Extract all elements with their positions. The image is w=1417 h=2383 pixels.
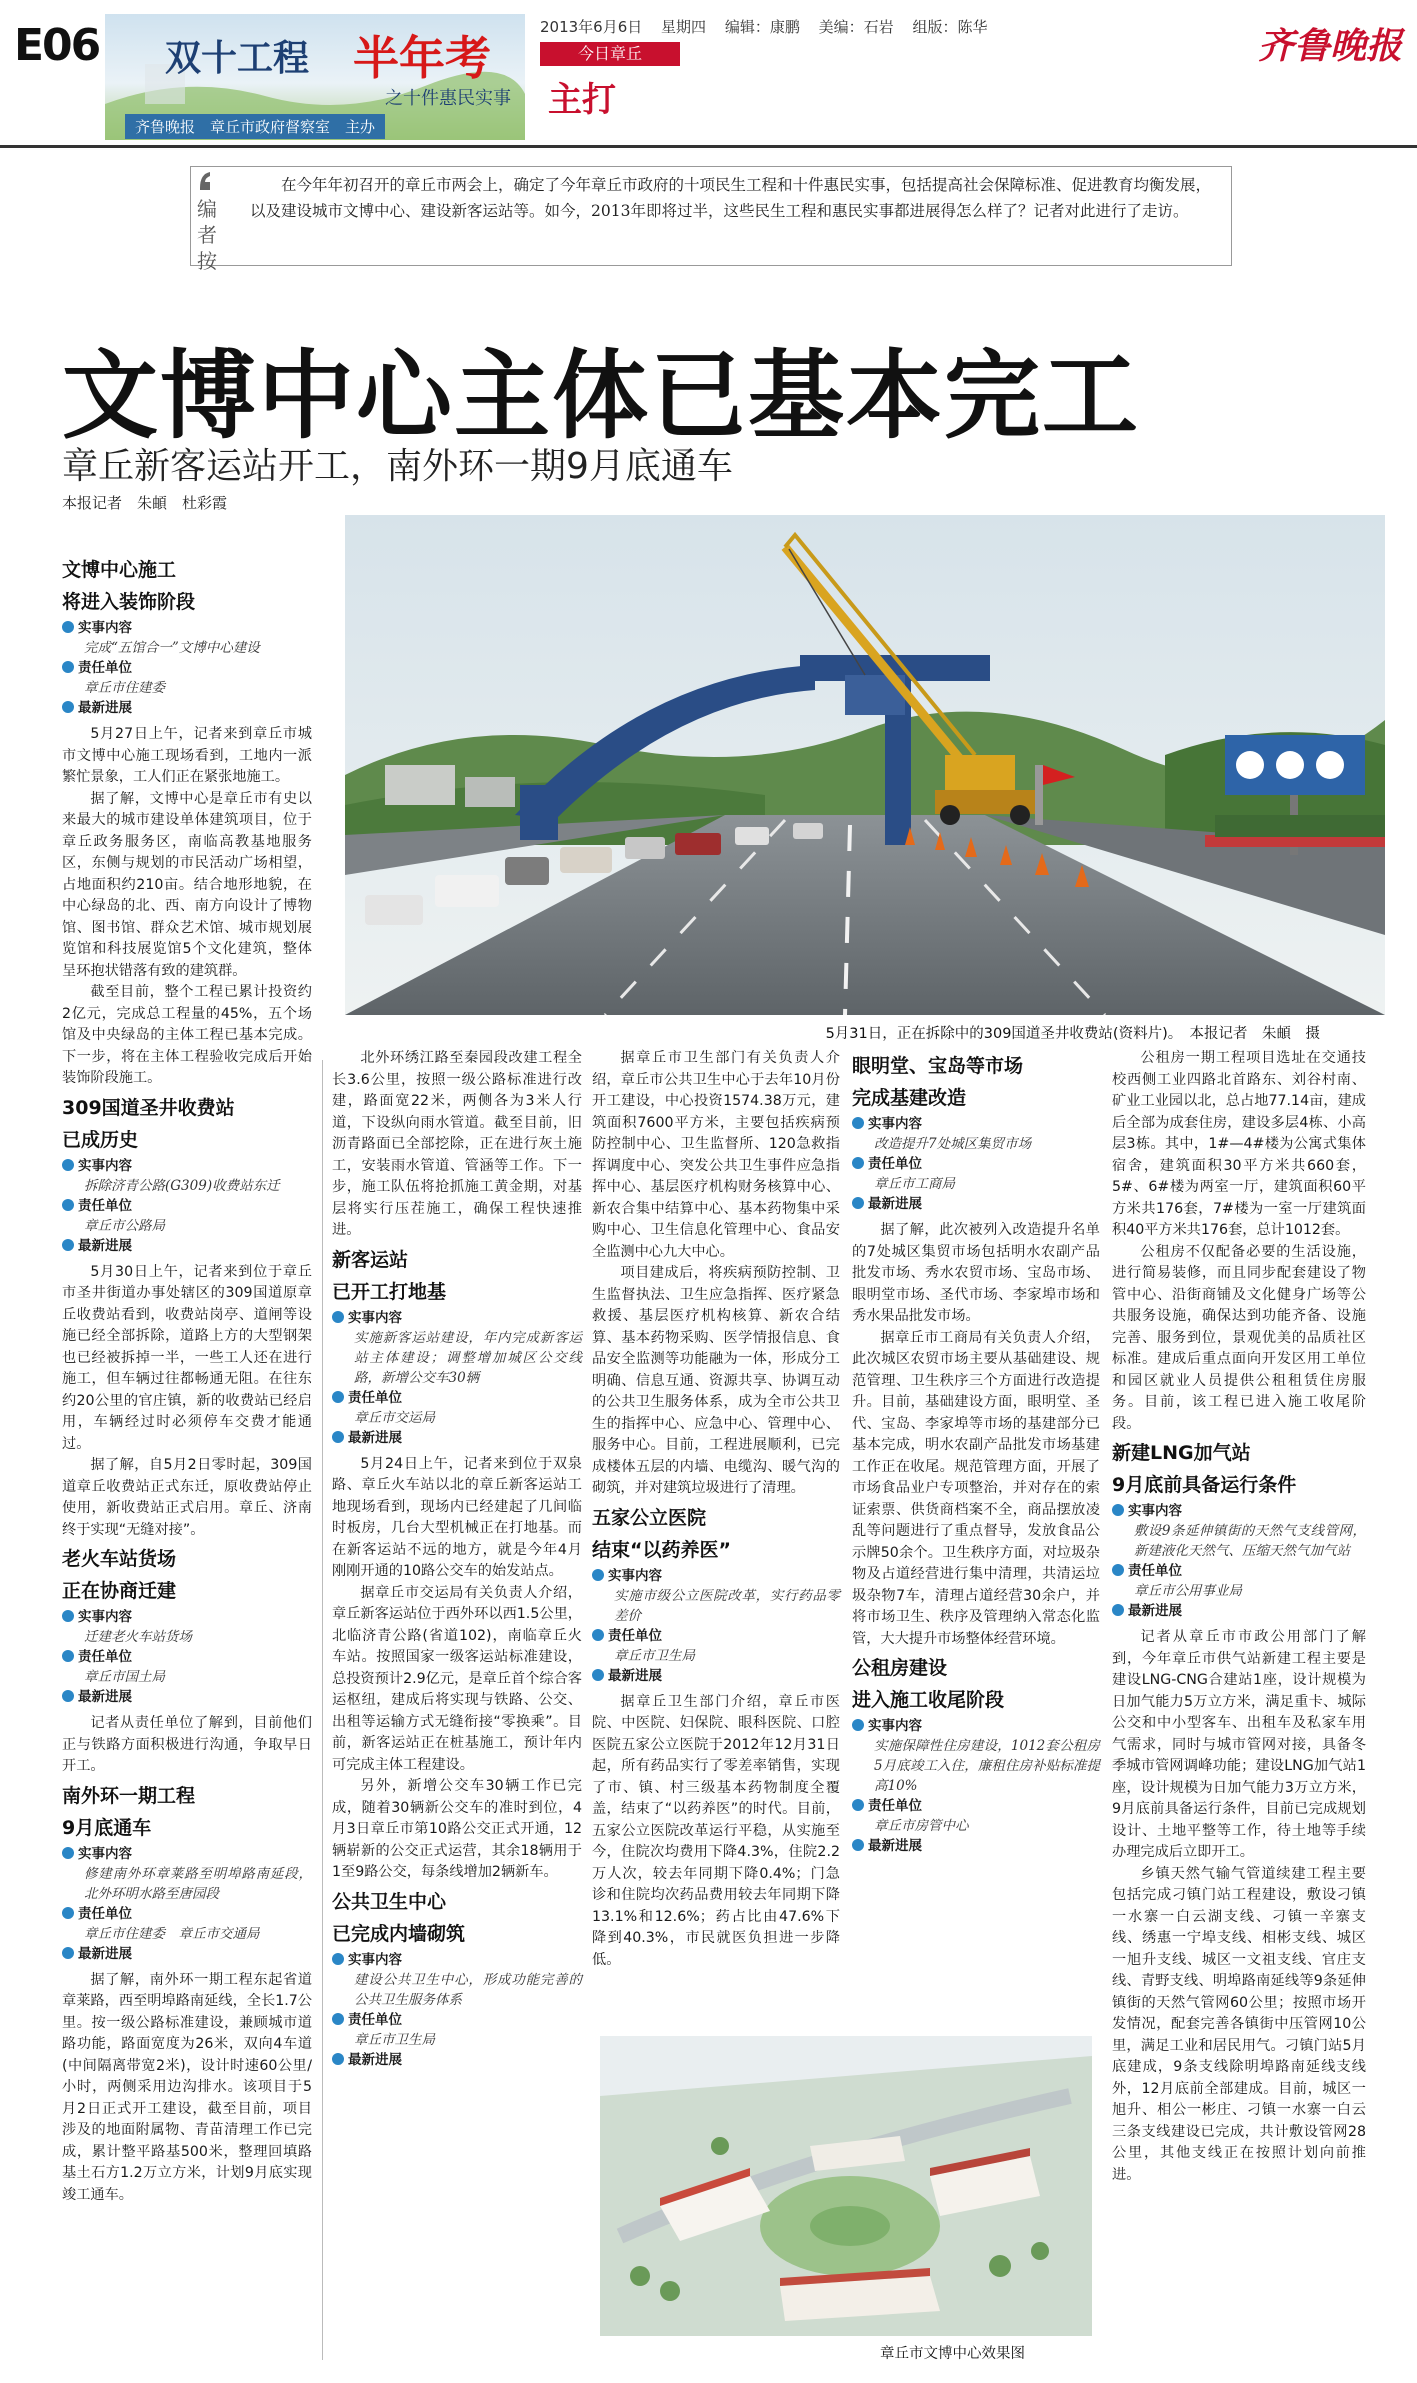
banner-title-b: 半年考 xyxy=(353,31,491,85)
s2-content-label: 实事内容 xyxy=(62,1156,312,1176)
s3-p1: 记者从责任单位了解到，目前他们正与铁路方面积极进行沟通，争取早日开工。 xyxy=(62,1715,312,1774)
s8-heading-2: 完成基建改造 xyxy=(852,1087,967,1109)
s10-heading-2: 9月底前具备运行条件 xyxy=(1112,1474,1297,1496)
banner-title-a: 双十工程 xyxy=(165,38,310,79)
s10-heading-1: 新建LNG加气站 xyxy=(1112,1442,1251,1464)
toll-station-photo xyxy=(345,515,1385,1015)
s3-progress-label: 最新进展 xyxy=(62,1687,312,1707)
s9-unit-label: 责任单位 xyxy=(852,1796,1100,1816)
s3-content-label: 实事内容 xyxy=(62,1607,312,1627)
s9-p2: 公租房不仅配备必要的生活设施，进行简易装修，而且同步配套建设了物管中心、沿街商铺及文化健身广场等公共服务设施，确保达到功能齐备、设施完善、服务到位，景观优美的品质社区标准。建成后重点面向开发区用工单位和园区就业人员提供公租租赁住房服务。目前，该工程已进入施工收尾阶段。 xyxy=(1112,1243,1366,1432)
s5-p3: 另外，新增公交车30辆工作已完成，随着30辆新公交车的准时到位，4月3日章丘市第10路公交正式开通，12辆崭新的公交正式运营，其余18辆用于1至9路公交，每条线增加2辆新车。 xyxy=(332,1778,582,1880)
s6-p2: 项目建成后，将疾病预防控制、卫生监督执法、卫生应急指挥、医疗紧急救援、基层医疗机构核算、新农合结算、基本药物采购、医学情报信息、食品安全监测等功能融为一体，形成分工明确、信息互通、资源共享、协调互动的公共卫生服务体系，成为全市公共卫生的指挥中心、应急中心、管理中心、服务中心。目前，工程进展顺利，已完成楼体五层的内墙、电缆沟、暖气沟的砌筑，并对建筑垃圾进行了清理。 xyxy=(592,1265,840,1496)
s4-heading-1: 南外环一期工程 xyxy=(62,1784,196,1807)
s1-heading-1: 文博中心施工 xyxy=(62,559,177,581)
banner-subtitle: 之十件惠民实事 xyxy=(385,88,511,109)
s5-progress-label: 最新进展 xyxy=(332,1428,582,1448)
s4-unit-label: 责任单位 xyxy=(62,1904,312,1924)
s6-unit: 章丘市卫生局 xyxy=(354,2031,435,2048)
column-4 xyxy=(852,1048,1100,1862)
s5-content: 实施新客运站建设，年内完成新客运站主体建设；调整增加城区公交线路，新增公交车30辆 xyxy=(354,1329,582,1386)
s7-unit: 章丘市卫生局 xyxy=(614,1647,695,1664)
s1-heading-2: 将进入装饰阶段 xyxy=(62,591,196,613)
s9-heading-1: 公租房建设 xyxy=(852,1657,948,1679)
s3-facts xyxy=(62,1607,312,1707)
s3-unit: 章丘市国土局 xyxy=(84,1669,165,1685)
s8-content: 改造提升7处城区集贸市场 xyxy=(874,1136,1032,1152)
s4-content: 修建南外环章莱路至明埠路南延段，北外环明水路至唐园段 xyxy=(84,1865,312,1902)
s6-content-label: 实事内容 xyxy=(332,1950,582,1970)
s6-heading-2: 已完成内墙砌筑 xyxy=(332,1922,466,1945)
s4-progress-label: 最新进展 xyxy=(62,1944,312,1964)
s1-progress-label: 最新进展 xyxy=(62,698,312,718)
layout-editor: 组版：陈华 xyxy=(912,18,988,36)
series-banner xyxy=(105,14,525,140)
s1-unit: 章丘市住建委 xyxy=(84,680,165,696)
s7-heading-2: 结束“以药养医” xyxy=(592,1538,731,1561)
section-tag: 今日章丘 xyxy=(540,42,680,66)
s8-p2: 据章丘市工商局有关负责人介绍，此次城区农贸市场主要从基础建设、规范管理、卫生秩序三个方面进行改造提升。目前，基础建设方面，眼明堂、圣代、宝岛、李家埠等市场的基建部分已基本完成，明水农副产品批发市场基建工作正在收尾。规范管理方面，开展了市场食品业户专项整治，并对存在的索证索票、供货商档案不全，商品摆放凌乱等问题进行了重点督导，发放食品公示牌50余个。卫生秩序方面，对垃圾杂物及占道经营进行集中清理，共清运垃圾杂物7车，清理占道经营30余户，并将市场卫生、秩序及管理纳入常态化监管，大大提升市场整体经营环境。 xyxy=(852,1329,1100,1647)
s8-heading-1: 眼明堂、宝岛等市场 xyxy=(852,1055,1024,1077)
s9-content: 实施保障性住房建设，1012套公租房5月底竣工入住，廉租住房补贴标准提高10% xyxy=(874,1738,1100,1794)
s8-p1: 据了解，此次被列入改造提升名单的7处城区集贸市场包括明水农副产品批发市场、秀水农贸市场、宝岛市场、眼明堂市场、圣代市场、李家埠市场和秀水果品批发市场。 xyxy=(852,1222,1100,1324)
page-meta xyxy=(540,16,1001,37)
s6-content: 建设公共卫生中心，形成功能完善的公共卫生服务体系 xyxy=(354,1971,582,2008)
s2-p1: 5月30日上午，记者来到位于章丘市圣井街道办事处辖区的309国道原章丘收费站看到，收费站岗亭、道闸等设施已经全部拆除，道路上方的大型钢架也已经被拆掉一半，一些工人还在进行施工，但车辆过往都畅通无阻。在往东约20公里的官庄镇，新的收费站已经启用，车辆经过时必须停车交费才能通过。 xyxy=(62,1263,312,1452)
editor-note-text: 在今年年初召开的章丘市两会上，确定了今年章丘市政府的十项民生工程和十件惠民实事，包括提高社会保障标准、促进教育均衡发展，以及建设城市文博中心、建设新客运站等。如今，2013年即将过半，这些民生工程和惠民实事都进展得怎么样了？记者对此进行了走访。 xyxy=(250,176,1212,220)
s10-p1: 记者从章丘市市政公用部门了解到，今年章丘市供气站新建工程主要是建设LNG-CNG合建站1座，设计规模为日加气能力5万立方米，满足重卡、城际公交和中小型客车、出租车及私家车用气需求，同时与城市管网对接，具备冬季城市管网调峰功能；建设LNG加气站1座，设计规模为日加气能力3万立方米，9月底前具备运行条件，目前已完成规划设计、土地平整等工作，待土地等手续办理完成后立即开工。 xyxy=(1112,1629,1366,1860)
rendering-caption: 章丘市文博中心效果图 xyxy=(880,2346,1025,2362)
s8-progress-label: 最新进展 xyxy=(852,1194,1100,1214)
s9-facts xyxy=(852,1716,1100,1856)
s9-progress-label: 最新进展 xyxy=(852,1836,1100,1856)
s5-unit: 章丘市交运局 xyxy=(354,1409,435,1426)
s1-content-label: 实事内容 xyxy=(62,618,312,638)
s2-p2: 据了解，自5月2日零时起，309国道章丘收费站正式东迁，原收费站停止使用，新收费站正式启用。章丘、济南终于实现“无缝对接”。 xyxy=(62,1457,312,1538)
s10-content-label: 实事内容 xyxy=(1112,1501,1366,1521)
s9-content-label: 实事内容 xyxy=(852,1716,1100,1736)
culture-center-rendering xyxy=(600,2036,1092,2336)
s8-content-label: 实事内容 xyxy=(852,1114,1100,1134)
s4-p2: 北外环绣江路至秦园段改建工程全长3.6公里，按照一级公路标准进行改建，路面宽22米，两侧各为3米人行道，下设纵向雨水管道。截至目前，旧沥青路面已全部挖除，正在进行灰土施工，安装雨水管道、管涵等工作。下一步，施工队伍将抢抓施工黄金期，对基层将实行压茬施工，确保工程快速推进。 xyxy=(332,1050,582,1238)
s2-facts xyxy=(62,1156,312,1256)
s1-content: 完成“五馆合一”文博中心建设 xyxy=(84,640,260,656)
s1-p2: 据了解，文博中心是章丘市有史以来最大的城市建设单体建筑项目，位于章丘政务服务区，南临高教基地服务区，东侧与规划的市民活动广场相望，占地面积约210亩。结合地形地貌，在中心绿岛的北、西、南方向设计了博物馆、图书馆、群众艺术馆、城市规划展览馆和科技展览馆5个文化建筑，整体呈环抱状错落有致的建筑群。 xyxy=(62,790,312,979)
s5-content-label: 实事内容 xyxy=(332,1308,582,1328)
s3-heading-2: 正在协商迁建 xyxy=(62,1580,177,1602)
s1-unit-label: 责任单位 xyxy=(62,658,312,678)
s7-content: 实施市级公立医院改革，实行药品零差价 xyxy=(614,1587,840,1624)
s5-p2: 据章丘市交运局有关负责人介绍，章丘新客运站位于西外环以西1.5公里，北临济青公路(省道102)，南临章丘火车站。按照国家一级客运站标准建设，总投资预计2.9亿元，是章丘首个综合客运枢纽，建成后将实现与铁路、公交、出租等运输方式无缝衔接“零换乘”。目前，新客运站正在桩基施工，预计年内可完成主体工程建设。 xyxy=(332,1584,582,1773)
column-divider xyxy=(322,1060,323,2360)
column-3 xyxy=(592,1048,840,1971)
weekday: 星期四 xyxy=(661,18,707,36)
s4-unit: 章丘市住建委 章丘市交通局 xyxy=(84,1925,260,1942)
s6-heading-1: 公共卫生中心 xyxy=(332,1890,447,1913)
s10-content: 敷设9条延伸镇街的天然气支线管网，新建液化天然气、压缩天然气加气站 xyxy=(1134,1523,1366,1559)
s2-unit: 章丘市公路局 xyxy=(84,1217,165,1234)
column-5 xyxy=(1112,1048,1366,2186)
s7-p1: 据章丘卫生部门介绍，章丘市医院、中医院、妇保院、眼科医院、口腔医院五家公立医院于2012年12月31日起，所有药品实行了零差率销售，实现了市、镇、村三级基本药物制度全覆盖，结束了“以药养医”的时代。目前，五家公立医院改革运行平稳，从实施至今，住院次均费用下降4.3%，住院2.2万人次，较去年同期下降0.4%；门急诊和住院均次药品费用较去年同期下降13.1%和12.6%；药占比由47.6%下降到40.3%，市民就医负担进一步降低。 xyxy=(592,1693,840,1968)
s7-progress-label: 最新进展 xyxy=(592,1666,840,1686)
s1-p1: 5月27日上午，记者来到章丘市城市文博中心施工现场看到，工地内一派繁忙景象，工人们正在紧张地施工。 xyxy=(62,726,312,785)
s7-heading-1: 五家公立医院 xyxy=(592,1506,707,1529)
s4-heading-2: 9月底通车 xyxy=(62,1816,152,1839)
byline: 本报记者 朱頔 杜彩霞 xyxy=(62,494,228,512)
s2-heading-2: 已成历史 xyxy=(62,1128,139,1151)
s1-p3: 截至目前，整个工程已累计投资约2亿元，完成总工程量的45%，五个场馆及中央绿岛的主体工程已基本完成。下一步，将在主体工程验收完成后开始装饰阶段施工。 xyxy=(62,984,312,1086)
quote-icon xyxy=(196,168,222,194)
section-main: 主打 xyxy=(548,80,616,120)
s9-unit: 章丘市房管中心 xyxy=(874,1818,969,1834)
s6-unit-label: 责任单位 xyxy=(332,2010,582,2030)
s3-content: 迁建老火车站货场 xyxy=(84,1629,192,1645)
page-code: E06 xyxy=(14,20,100,71)
s8-unit-label: 责任单位 xyxy=(852,1154,1100,1174)
s7-unit-label: 责任单位 xyxy=(592,1626,840,1646)
toll-station-photo-art xyxy=(345,515,1385,1015)
s2-unit-label: 责任单位 xyxy=(62,1196,312,1216)
s9-heading-2: 进入施工收尾阶段 xyxy=(852,1689,1005,1711)
s10-unit-label: 责任单位 xyxy=(1112,1561,1366,1581)
column-2 xyxy=(332,1048,582,2076)
s4-p1: 据了解，南外环一期工程东起省道章莱路，西至明埠路南延线，全长1.7公里。按一级公路标准建设，兼顾城市道路功能，路面宽度为26米，双向4车道(中间隔离带宽2米)，设计时速60公里/小时，两侧采用边沟排水。该项目于5月2日正式开工建设，截至目前，项目涉及的地面附属物、青苗清理工作已完成，累计整平路基500米，整理回填路基土石方1.2万立方米，计划9月底实现竣工通车。 xyxy=(62,1971,312,2203)
s10-unit: 章丘市公用事业局 xyxy=(1134,1583,1242,1599)
s4-content-label: 实事内容 xyxy=(62,1844,312,1864)
s2-progress-label: 最新进展 xyxy=(62,1236,312,1256)
photo-caption: 5月31日，正在拆除中的309国道圣井收费站(资料片)。 本报记者 朱頔 摄 xyxy=(825,1026,1320,1042)
s3-unit-label: 责任单位 xyxy=(62,1647,312,1667)
s5-heading-2: 已开工打地基 xyxy=(332,1280,447,1303)
s10-p2: 乡镇天然气输气管道续建工程主要包括完成刁镇门站工程建设，敷设刁镇一水寨一白云湖支线、刁镇一辛寨支线、绣惠一宁埠支线、相彬支线、城区一旭升支线、城区一文祖支线、官庄支线、青野支线、明埠路南延线等9条延伸镇街的天然气管网60公里；按照市场开发情况，配套完善各镇街中压管网10公里，满足工业和居民用气。刁镇门站5月底建成，9条支线除明埠路南延线支线外，12月底前全部建成。目前，城区一旭升、相公一彬庄、刁镇一水寨一白云三条支线建设已完成，共计敷设管网28公里，其他支线正在按照计划向前推进。 xyxy=(1112,1865,1366,2183)
s7-content-label: 实事内容 xyxy=(592,1566,840,1586)
culture-center-rendering-art xyxy=(600,2036,1092,2336)
s5-p1: 5月24日上午，记者来到位于双泉路、章丘火车站以北的章丘新客运站工地现场看到，现场内已经建起了几间临时板房，几台大型机械正在打地基。而在新客运站不远的地方，就是今年4月刚刚开通的10路公交车的始发站点。 xyxy=(332,1455,582,1579)
s6-progress-label: 最新进展 xyxy=(332,2050,582,2070)
headline: 文博中心主体已基本完工 xyxy=(62,340,1140,452)
s1-facts xyxy=(62,618,312,718)
s3-heading-1: 老火车站货场 xyxy=(62,1548,177,1570)
s5-unit-label: 责任单位 xyxy=(332,1388,582,1408)
s6-facts xyxy=(332,1950,582,2070)
s2-content: 拆除济青公路(G309)收费站东迁 xyxy=(84,1177,280,1194)
s8-facts xyxy=(852,1114,1100,1214)
paper-logo: 齐鲁晚报 xyxy=(1258,25,1403,67)
s4-facts xyxy=(62,1844,312,1964)
subheadline: 章丘新客运站开工，南外环一期9月底通车 xyxy=(62,446,733,487)
date: 2013年6月6日 xyxy=(540,18,643,36)
header-rule xyxy=(0,145,1417,148)
banner-sponsor: 齐鲁晚报 章丘市政府督察室 主办 xyxy=(125,114,385,139)
s5-heading-1: 新客运站 xyxy=(332,1248,409,1271)
s9-p1: 公租房一期工程项目选址在交通技校西侧工业四路北首路东、刘谷村南、矿业工业园以北，总占地77.14亩，建成后全部为成套住房，建设多层4栋、小高层3栋。其中，1#—4#楼为公寓式集体宿舍，建筑面积30平方米共660套，5#、6#楼为两室一厅，建筑面积60平方米共176套，7#楼为一室一厅建筑面积40平方米共176套，总计1012套。 xyxy=(1112,1050,1366,1238)
column-1 xyxy=(62,552,312,2206)
s8-unit: 章丘市工商局 xyxy=(874,1176,955,1192)
s7-facts xyxy=(592,1566,840,1686)
editor: 编辑：康鹏 xyxy=(724,18,800,36)
editor-note-label: 编者按 xyxy=(197,197,217,273)
s6-p1: 据章丘市卫生部门有关负责人介绍，章丘市公共卫生中心于去年10月份开工建设，中心投资1574.38万元，建筑面积7600平方米，主要包括疾病预防控制中心、卫生监督所、120急救指挥调度中心、突发公共卫生事件应急指挥中心、基层医疗机构财务核算中心、新农合集中结算中心、基本药物集中采购中心、卫生信息化管理中心、食品安全监测中心九大中心。 xyxy=(592,1050,840,1260)
s10-progress-label: 最新进展 xyxy=(1112,1601,1366,1621)
art-editor: 美编：石岩 xyxy=(818,18,894,36)
s2-heading-1: 309国道圣井收费站 xyxy=(62,1096,235,1119)
s5-facts xyxy=(332,1308,582,1448)
s10-facts xyxy=(1112,1501,1366,1621)
